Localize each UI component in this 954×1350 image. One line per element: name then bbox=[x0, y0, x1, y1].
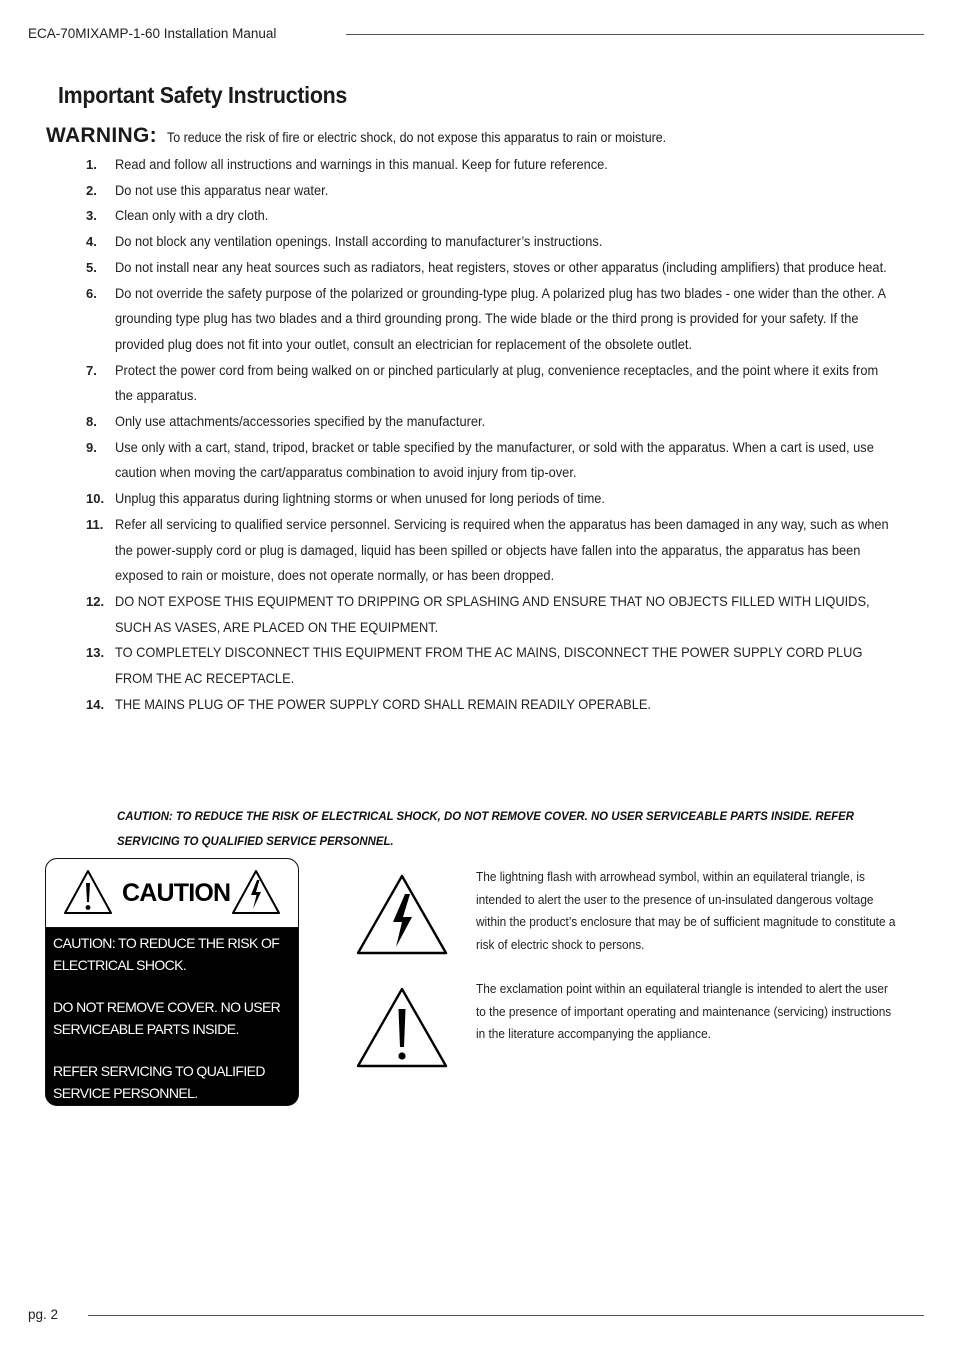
item-number: 5. bbox=[86, 259, 97, 275]
item-number: 6. bbox=[86, 285, 97, 301]
item-text: Do not block any ventilation openings. Install according to manufacturer’s instructions. bbox=[115, 234, 603, 250]
warning-label: WARNING: bbox=[46, 124, 157, 147]
item-text: Protect the power cord from being walked on or pinched particularly at plug, convenience receptacles, and the point where it exits from the apparatus. bbox=[115, 362, 879, 404]
page-title: Important Safety Instructions bbox=[58, 82, 348, 108]
list-item bbox=[86, 589, 896, 640]
item-text: DO NOT EXPOSE THIS EQUIPMENT TO DRIPPING OR SPLASHING AND ENSURE THAT NO OBJECTS FILLED WITH LIQUIDS, SUCH AS VASES, ARE PLACED ON THE EQUIPMENT. bbox=[115, 593, 870, 635]
list-item bbox=[86, 255, 896, 281]
exclamation-symbol-description bbox=[476, 978, 901, 1046]
item-text: Clean only with a dry cloth. bbox=[115, 208, 269, 224]
caution-note bbox=[117, 804, 907, 853]
caution-label-line: CAUTION: TO REDUCE THE RISK OF ELECTRICAL SHOCK. bbox=[53, 935, 280, 973]
list-item bbox=[86, 512, 896, 589]
caution-label-line: DO NOT REMOVE COVER. NO USER SERVICEABLE PARTS INSIDE. bbox=[53, 999, 281, 1037]
caution-note-text: CAUTION: TO REDUCE THE RISK OF ELECTRICAL SHOCK, DO NOT REMOVE COVER. NO USER SERVICEABLE PARTS INSIDE. REFER SERVICING TO QUALIFIED SERVICE PERSONNEL. bbox=[117, 809, 855, 848]
list-item bbox=[86, 409, 896, 435]
warning-text: To reduce the risk of fire or electric shock, do not expose this apparatus to rain or moisture. bbox=[167, 130, 667, 145]
caution-word: CAUTION bbox=[122, 879, 231, 907]
item-text: TO COMPLETELY DISCONNECT THIS EQUIPMENT FROM THE AC MAINS, DISCONNECT THE POWER SUPPLY CORD PLUG FROM THE AC RECEPTACLE. bbox=[115, 645, 863, 687]
exclamation-triangle-icon bbox=[355, 985, 449, 1069]
item-text: THE MAINS PLUG OF THE POWER SUPPLY CORD SHALL REMAIN READILY OPERABLE. bbox=[115, 696, 651, 712]
item-text: Do not install near any heat sources such as radiators, heat registers, stoves or other apparatus (including amplifiers) that produce heat. bbox=[115, 259, 887, 275]
list-item bbox=[86, 281, 896, 358]
item-number: 9. bbox=[86, 439, 97, 455]
item-number: 2. bbox=[86, 182, 97, 198]
list-item bbox=[86, 692, 896, 718]
symbol-text: The lightning flash with arrowhead symbol, within an equilateral triangle, is intended to alert the user to the presence of un-insulated dangerous voltage within the product’s enclosure that may be of sufficient magnitude to constitute a risk of electric shock to persons. bbox=[476, 870, 896, 952]
item-number: 14. bbox=[86, 696, 105, 712]
caution-label-line: REFER SERVICING TO QUALIFIED SERVICE PERSONNEL. bbox=[53, 1063, 265, 1101]
lightning-triangle-icon bbox=[230, 868, 282, 916]
list-item bbox=[86, 486, 896, 512]
item-text: Read and follow all instructions and warnings in this manual. Keep for future reference. bbox=[115, 157, 608, 172]
item-number: 13. bbox=[86, 645, 105, 661]
list-item bbox=[86, 229, 896, 255]
item-number: 8. bbox=[86, 414, 97, 430]
warning-line bbox=[46, 124, 710, 148]
item-text: Refer all servicing to qualified service personnel. Servicing is required when the apparatus has been damaged in any way, such as when the power-supply cord or plug is damaged, liquid has been spilled or objects have fallen into the apparatus, the apparatus has been exposed to rain or moisture, does not operate normally, or has been dropped. bbox=[115, 516, 889, 584]
item-number: 4. bbox=[86, 234, 97, 250]
caution-label-header bbox=[46, 859, 298, 928]
item-number: 10. bbox=[86, 491, 105, 507]
header-title: ECA-70MIXAMP-1-60 Installation Manual bbox=[28, 26, 277, 41]
list-item bbox=[86, 640, 896, 691]
lightning-symbol-description bbox=[476, 866, 901, 956]
item-text: Use only with a cart, stand, tripod, bracket or table specified by the manufacturer, or sold with the apparatus. When a cart is used, use caution when moving the cart/apparatus combination to avoid injury from tip-over. bbox=[115, 439, 874, 481]
item-number: 7. bbox=[86, 362, 97, 378]
header-rule bbox=[346, 34, 924, 35]
item-number: 11. bbox=[86, 516, 104, 532]
list-item bbox=[86, 435, 896, 486]
item-number: 1. bbox=[86, 157, 97, 172]
list-item bbox=[86, 178, 896, 204]
page-number: pg. 2 bbox=[28, 1307, 59, 1322]
list-item bbox=[86, 358, 896, 409]
item-text: Do not override the safety purpose of the polarized or grounding-type plug. A polarized plug has two blades - one wider than the other. A grounding type plug has two blades and a third grounding prong. The wide blade or the third prong is provided for your safety. If the provided plug does not fit into your outlet, consult an electrician for replacement of the obsolete outlet. bbox=[115, 285, 886, 352]
symbol-text: The exclamation point within an equilateral triangle is intended to alert the user to the presence of important operating and maintenance (servicing) instructions in the literature accompanying the appliance. bbox=[476, 982, 892, 1041]
item-number: 3. bbox=[86, 208, 97, 224]
safety-instructions-list bbox=[86, 152, 896, 717]
lightning-triangle-icon bbox=[355, 872, 449, 956]
item-text: Only use attachments/accessories specified by the manufacturer. bbox=[115, 414, 486, 430]
item-text: Do not use this apparatus near water. bbox=[115, 182, 329, 198]
list-item bbox=[86, 203, 896, 229]
item-text: Unplug this apparatus during lightning storms or when unused for long periods of time. bbox=[115, 491, 606, 507]
exclamation-triangle-icon bbox=[62, 868, 114, 916]
caution-label-body bbox=[53, 933, 293, 1106]
footer-rule bbox=[88, 1315, 924, 1316]
list-item bbox=[86, 152, 896, 178]
caution-label-box bbox=[45, 858, 299, 1106]
item-number: 12. bbox=[86, 593, 105, 609]
